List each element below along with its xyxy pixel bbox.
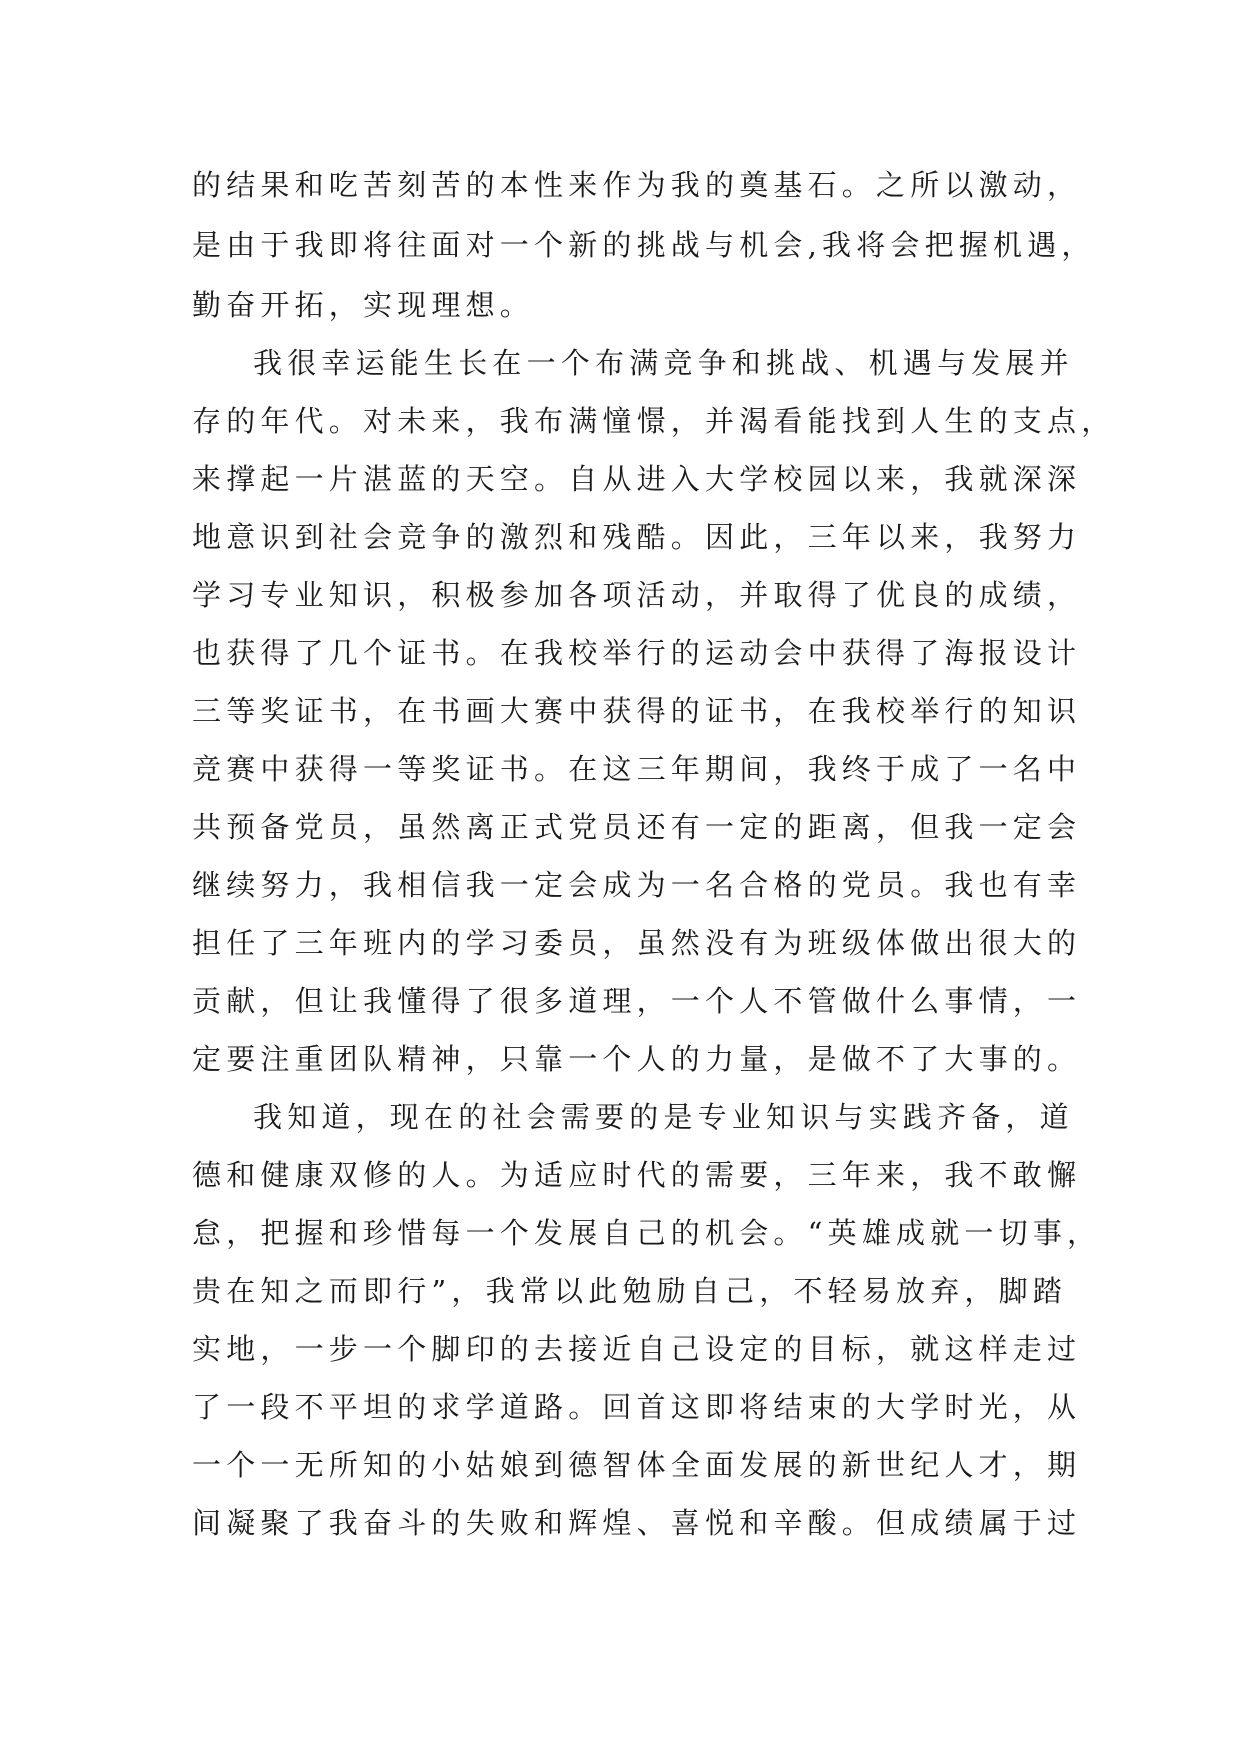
text-line: 实地，一步一个脚印的去接近自己设定的目标，就这样走过 <box>192 1332 1082 1366</box>
text-line: 定要注重团队精神，只靠一个人的力量，是做不了大事的。 <box>192 1042 1082 1076</box>
text-line: 继续努力，我相信我一定会成为一名合格的党员。我也有幸 <box>192 868 1082 902</box>
text-line: 一个一无所知的小姑娘到德智体全面发展的新世纪人才，期 <box>192 1448 1082 1482</box>
text-line: 了一段不平坦的求学道路。回首这即将结束的大学时光，从 <box>192 1390 1082 1424</box>
text-line: 的结果和吃苦刻苦的本性来作为我的奠基石。之所以激动， <box>192 168 1082 202</box>
text-line: 竞赛中获得一等奖证书。在这三年期间，我终于成了一名中 <box>192 752 1082 786</box>
text-line: 间凝聚了我奋斗的失败和辉煌、喜悦和辛酸。但成绩属于过 <box>192 1506 1082 1540</box>
text-line: 三等奖证书，在书画大赛中获得的证书，在我校举行的知识 <box>192 694 1082 728</box>
text-line: 贵在知之而即行”，我常以此勉励自己，不轻易放弃，脚踏 <box>192 1274 1068 1308</box>
text-line: 学习专业知识，积极参加各项活动，并取得了优良的成绩， <box>192 578 1082 612</box>
text-line: 存的年代。对未来，我布满憧憬，并渴看能找到人生的支点， <box>192 404 1116 438</box>
text-line: 来撑起一片湛蓝的天空。自从进入大学校园以来，我就深深 <box>192 462 1082 496</box>
text-line: 担任了三年班内的学习委员，虽然没有为班级体做出很大的 <box>192 926 1082 960</box>
text-line: 也获得了几个证书。在我校举行的运动会中获得了海报设计 <box>192 636 1082 670</box>
text-line: 我知道，现在的社会需要的是专业知识与实践齐备，道 <box>253 1100 1074 1134</box>
text-line: 德和健康双修的人。为适应时代的需要，三年来，我不敢懈 <box>192 1158 1082 1192</box>
text-line: 共预备党员，虽然离正式党员还有一定的距离，但我一定会 <box>192 810 1082 844</box>
text-line: 勤奋开拓，实现理想。 <box>192 288 535 322</box>
text-line: 是由于我即将往面对一个新的挑战与机会,我将会把握机遇， <box>192 228 1096 262</box>
text-line: 怠，把握和珍惜每一个发展自己的机会。“英雄成就一切事， <box>192 1216 1102 1250</box>
text-line: 我很幸运能生长在一个布满竞争和挑战、机遇与发展并 <box>253 346 1074 380</box>
text-line: 贡献，但让我懂得了很多道理，一个人不管做什么事情，一 <box>192 984 1082 1018</box>
text-line: 地意识到社会竞争的激烈和残酷。因此，三年以来，我努力 <box>192 520 1082 554</box>
